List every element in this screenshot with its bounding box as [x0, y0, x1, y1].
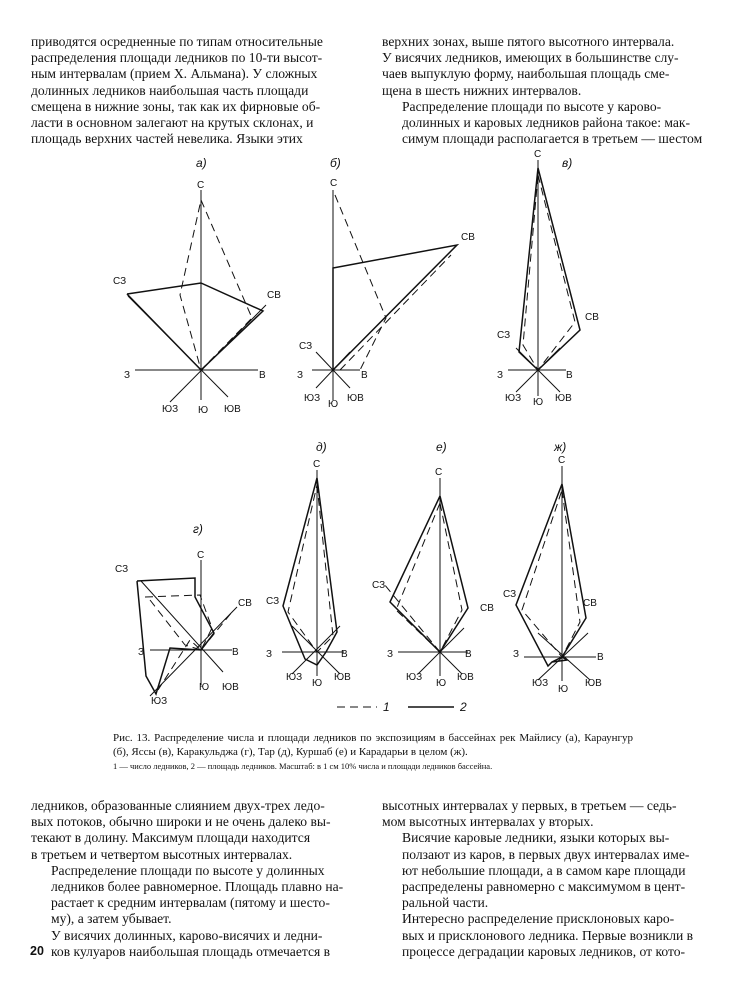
dir-label: СВ	[583, 598, 597, 609]
dir-label: ЮЗ	[406, 672, 423, 683]
dir-label: ЮЗ	[532, 678, 549, 689]
panel-label-v: в)	[562, 156, 573, 170]
dir-label: СВ	[480, 603, 494, 614]
dir-label: СЗ	[266, 596, 280, 607]
text-line: Распределение площади по высоте у долинных	[51, 862, 325, 878]
panel-d-diagram	[282, 470, 344, 676]
dir-label: ЮЗ	[304, 393, 321, 404]
dir-label: ЮВ	[224, 404, 241, 415]
panel-label-zh: ж)	[554, 440, 567, 454]
text-line: текают в долину. Максимум площади находится	[31, 830, 311, 846]
text-line: ледников более равномерное. Площадь плавно на-	[51, 879, 344, 895]
dir-label: В	[341, 649, 348, 660]
dir-label: СВ	[461, 232, 475, 243]
legend-label-2: 2	[460, 700, 467, 714]
panel-e-diagram	[384, 478, 468, 676]
dir-label: С	[558, 455, 566, 466]
text-line: высотных интервалах у первых, в третьем — седь-	[382, 798, 677, 813]
text-line: вых потоков, обычно широки и не очень далеко вы-	[31, 814, 331, 830]
dir-label: ЮЗ	[286, 672, 303, 683]
dir-label: ЮВ	[347, 393, 364, 404]
text-line: щена в шесть нижних интервалов.	[382, 82, 582, 98]
dir-label: Ю	[198, 405, 209, 416]
caption-legend: 1 — число ледников, 2 — площадь ледников. Масштаб: в 1 см 10% числа и площади ледников бассейна.	[113, 761, 493, 771]
text-line: У висячих ледников, имеющих в большинстве слу-	[382, 50, 679, 66]
text-line: ков кулуаров наибольшая площадь отмечается в	[51, 943, 331, 959]
text-line: в третьем и четвертом высотных интервалах.	[31, 846, 293, 862]
text-line: Висячие каровые ледники, языки которых вы-	[402, 830, 670, 846]
dir-label: ЮВ	[457, 672, 474, 683]
panel-b-diagram	[312, 190, 457, 400]
dir-label: СЗ	[503, 589, 517, 600]
text-line: распределены равномерно с максимумом в цент-	[402, 879, 686, 895]
paragraph	[31, 928, 361, 960]
dir-label: В	[361, 370, 368, 381]
text-line: распределения площади ледников по 10-ти высот-	[31, 50, 323, 66]
bottom-left-column	[31, 798, 361, 960]
text-line: Интересно распределение присклоновых каро-	[402, 911, 675, 927]
panel-a-diagram	[127, 190, 266, 402]
dir-label: В	[232, 647, 239, 658]
text-line: растает к средним интервалам (пятому и шесто-	[51, 895, 330, 911]
panel-label-a: а)	[196, 156, 207, 170]
dir-label: ЮЗ	[162, 404, 179, 415]
dir-label: З	[124, 370, 131, 381]
panel-zh-diagram	[516, 466, 596, 681]
text-line: мом высотных интервалах у вторых.	[382, 814, 594, 830]
dir-label: ЮВ	[222, 682, 239, 693]
text-line: ральной части.	[402, 895, 489, 911]
dir-label: ЮВ	[585, 678, 602, 689]
panel-label-b: б)	[330, 156, 341, 170]
dir-label: ЮЗ	[151, 696, 168, 707]
text-line: процессе деградации каровых ледников, от кото-	[402, 943, 686, 959]
dir-label: СЗ	[372, 580, 386, 591]
legend-label-1: 1	[383, 700, 390, 714]
dir-label: СЗ	[497, 330, 511, 341]
text-line: ют небольшие площади, а в самом каре площади	[402, 862, 686, 878]
dir-label: Ю	[436, 678, 447, 689]
dir-label: ЮЗ	[505, 393, 522, 404]
dir-label: С	[197, 550, 205, 561]
panel-v-diagram	[508, 160, 580, 396]
text-line: смещена в нижние зоны, так как их фирновые об-	[31, 98, 321, 114]
text-line: ласти в основном залегают на крутых склонах, и	[31, 115, 314, 131]
paragraph	[382, 798, 712, 830]
dir-label: Ю	[312, 678, 323, 689]
text-line: Распределение площади по высоте у карово-	[402, 98, 662, 114]
dir-label: ЮВ	[334, 672, 351, 683]
text-line: вых и присклонового ледника. Первые возникли в	[402, 927, 694, 943]
text-line: приводятся осредненные по типам относительные	[31, 34, 323, 49]
dir-label: С	[435, 467, 443, 478]
text-line: У висячих долинных, карово-висячих и ледни-	[51, 927, 323, 943]
text-line: ледников, образованные слиянием двух-трех ледо-	[31, 798, 325, 813]
panel-label-e: е)	[436, 440, 447, 454]
text-line: ным интервалам (прием Х. Альмана). У сложных	[31, 66, 318, 82]
page-number: 20	[30, 944, 44, 958]
dir-label: Ю	[328, 399, 339, 410]
dir-label: В	[465, 649, 472, 660]
dir-label: В	[259, 370, 266, 381]
dir-label: В	[597, 652, 604, 663]
panel-label-d: д)	[316, 440, 327, 454]
panel-label-g: г)	[193, 522, 203, 536]
text-line: долинных и каровых ледников района такое: мак-	[402, 115, 691, 131]
dir-label: СВ	[267, 290, 281, 301]
dir-label: З	[297, 370, 304, 381]
dir-label: СВ	[238, 598, 252, 609]
dir-label: С	[330, 178, 338, 189]
dir-label: З	[497, 370, 504, 381]
text-line: верхних зонах, выше пятого высотного интервала.	[382, 34, 675, 49]
paragraph	[31, 798, 361, 863]
figure-caption	[113, 731, 633, 773]
text-line: симум площади располагается в третьем — шестом	[402, 131, 703, 147]
dir-label: С	[197, 180, 205, 191]
dir-label: СВ	[585, 312, 599, 323]
text-line: долинных ледников наибольшая часть площади	[31, 82, 309, 98]
dir-label: В	[566, 370, 573, 381]
dir-label: С	[534, 149, 542, 160]
dir-label: З	[513, 649, 520, 660]
dir-label: З	[138, 647, 145, 658]
dir-label: Ю	[199, 682, 210, 693]
text-line: му), а затем убывает.	[51, 911, 172, 927]
panel-g-diagram	[137, 560, 237, 696]
paragraph	[31, 863, 361, 928]
dir-label: З	[387, 649, 394, 660]
dir-label: Ю	[558, 684, 569, 695]
dir-label: СЗ	[113, 276, 127, 287]
caption-main: Рис. 13. Распределение числа и площади ледников по экспозициям в бассейнах рек Майлису (а), Караунгур (б), Яссы (в), Каракульджа (г), Тар (д), Куршаб (е) и Карадарьи в целом (ж).	[113, 732, 633, 758]
bottom-right-column	[382, 798, 712, 960]
text-line: ползают из каров, в первых двух интервалах име-	[402, 846, 690, 862]
dir-label: СЗ	[115, 564, 129, 575]
text-line: чаев выпуклую форму, наибольшая площадь сме-	[382, 66, 670, 82]
paragraph	[382, 911, 712, 960]
dir-label: СЗ	[299, 341, 313, 352]
paragraph	[382, 830, 712, 911]
dir-label: З	[266, 649, 273, 660]
dir-label: С	[313, 459, 321, 470]
dir-label: Ю	[533, 397, 544, 408]
text-line: площадь верхних частей невелика. Языки этих	[31, 131, 303, 147]
dir-label: ЮВ	[555, 393, 572, 404]
